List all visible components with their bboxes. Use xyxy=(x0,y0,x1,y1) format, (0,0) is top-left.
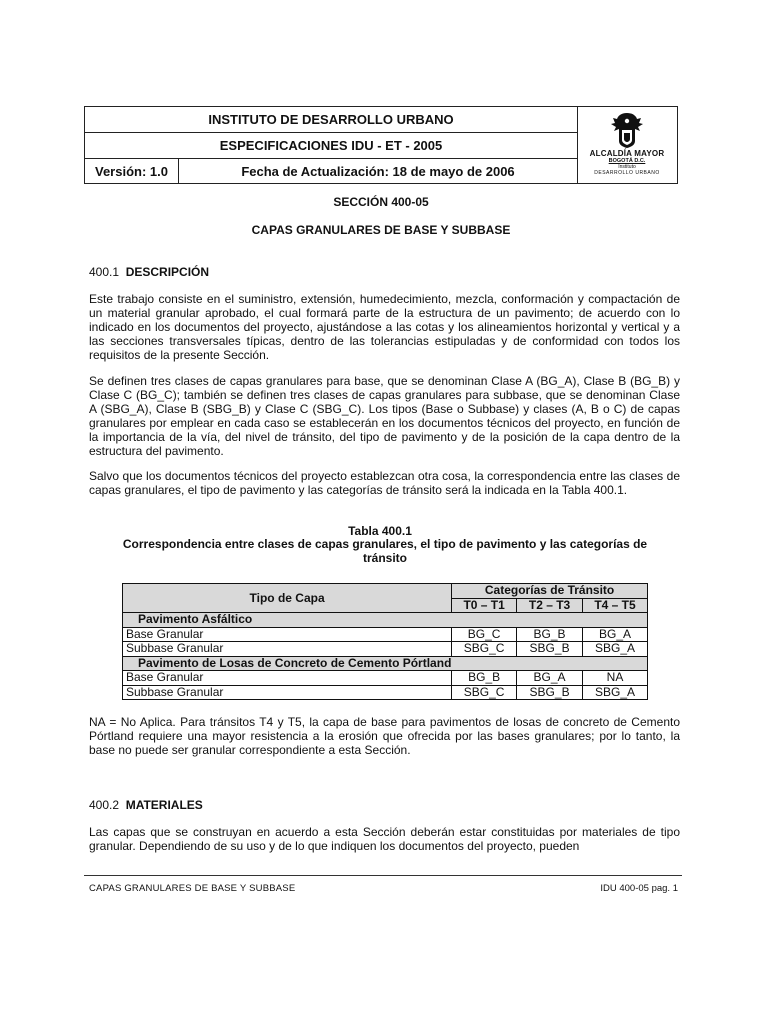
footer-page-number: IDU 400-05 pag. 1 xyxy=(600,883,678,894)
group-row xyxy=(123,613,648,628)
table-caption-number: Tabla 400.1 xyxy=(348,524,412,538)
table-cell: SBG_B xyxy=(517,685,583,700)
row-label: Subbase Granular xyxy=(123,642,452,657)
table-cell: BG_B xyxy=(517,627,583,642)
table-cell: BG_B xyxy=(452,671,517,686)
transit-category-table xyxy=(122,583,648,700)
table-cell: SBG_A xyxy=(583,685,648,700)
table-row xyxy=(123,671,648,686)
update-date: Fecha de Actualización: 18 de mayo de 2006 xyxy=(241,163,515,179)
document-header xyxy=(84,106,678,184)
header-row-institute xyxy=(85,107,577,133)
table-cell: SBG_B xyxy=(517,642,583,657)
section-title: CAPAS GRANULARES DE BASE Y SUBBASE xyxy=(251,223,511,237)
group-label: Pavimento Asfáltico xyxy=(123,613,648,628)
paragraph-materiales-1: Las capas que se construyan en acuerdo a esta Sección deberán estar constituidas por materiales de tipo granular. Dependiendo de su uso y de lo que indiquen los documentos del proyecto, pueden xyxy=(89,825,680,853)
table-caption-title: Correspondencia entre clases de capas granulares, el tipo de pavimento y las categorías de tránsito xyxy=(122,537,648,565)
alcaldia-logo xyxy=(577,107,676,183)
col-header-cat: T2 – T3 xyxy=(517,598,583,613)
table-cell: BG_A xyxy=(583,627,648,642)
paragraph-descripcion-2: Se definen tres clases de capas granulares para base, que se denominan Clase A (BG_A), Clase B (BG_B) y Clase C (BG_C); también se definen tres clases de capas granulares para subbase, que se denominan Clase A (SBG_A), Clase B (SBG_B) y Clase C (SBG_C). Los tipos (Base o Subbase) y clases (A, B o C) de capas granulares por emplear en cada caso se establecerán en los documentos técnicos del proyecto, en función de la importancia de la vía, del nivel de tránsito, del tipo de pavimento y de la posición de la capa dentro de la estructura del pavimento. xyxy=(89,374,680,458)
paragraph-descripcion-3: Salvo que los documentos técnicos del proyecto establezcan otra cosa, la correspondencia entre las clases de capas granulares, el tipo de pavimento y las categorías de tránsito será la indicada en la Tabla 400.1. xyxy=(89,469,680,497)
logo-line-3: Instituto xyxy=(618,164,636,170)
section-number: SECCIÓN 400-05 xyxy=(333,195,429,209)
col-header-categorias: Categorías de Tránsito xyxy=(452,584,648,599)
heading-number: 400.1 xyxy=(89,265,120,279)
footer-section-title: CAPAS GRANULARES DE BASE Y SUBBASE xyxy=(89,883,296,894)
row-label: Subbase Granular xyxy=(123,685,452,700)
table-row xyxy=(123,627,648,642)
version-label: Versión: 1.0 xyxy=(85,159,179,183)
table-note: NA = No Aplica. Para tránsitos T4 y T5, la capa de base para pavimentos de losas de concreto de Cemento Pórtland requiere una mayor resistencia a la erosión que ofrecida por las bases granulares; por lo tanto, la base no puede ser granular correspondiente a esta Sección. xyxy=(89,715,680,757)
table-cell: NA xyxy=(583,671,648,686)
header-row-spec xyxy=(85,133,577,159)
logo-line-4: DESARROLLO URBANO xyxy=(594,170,660,176)
group-label: Pavimento de Losas de Concreto de Cemento Pórtland xyxy=(123,656,648,671)
table-row xyxy=(123,685,648,700)
spec-title: ESPECIFICACIONES IDU - ET - 2005 xyxy=(219,138,443,153)
table-row xyxy=(123,642,648,657)
paragraph-descripcion-1: Este trabajo consiste en el suministro, extensión, humedecimiento, mezcla, conformación y compactación de un material granular aprobado, el cual formará parte de la estructura de un pavimento; de acuerdo con lo indicado en los documentos del proyecto, ajustándose a las cotas y los alineamientos horizontal y vertical y a las secciones transversales típicas, dentro de las tolerancias estipuladas y de conformidad con todos los requisitos de la presente Sección. xyxy=(89,292,680,362)
header-row-version xyxy=(85,159,577,183)
table-cell: SBG_C xyxy=(452,642,517,657)
institute-name: INSTITUTO DE DESARROLLO URBANO xyxy=(208,112,454,127)
col-header-cat: T4 – T5 xyxy=(583,598,648,613)
heading-number: 400.2 xyxy=(89,798,120,812)
col-header-tipo: Tipo de Capa xyxy=(123,584,452,613)
row-label: Base Granular xyxy=(123,671,452,686)
footer-divider xyxy=(84,875,682,876)
table-cell: BG_C xyxy=(452,627,517,642)
heading-descripcion xyxy=(89,265,209,279)
heading-materiales xyxy=(89,798,203,812)
logo-line-1: ALCALDÍA MAYOR xyxy=(589,149,665,158)
table-cell: BG_A xyxy=(517,671,583,686)
table-cell: SBG_A xyxy=(583,642,648,657)
table-cell: SBG_C xyxy=(452,685,517,700)
group-row xyxy=(123,656,648,671)
row-label: Base Granular xyxy=(123,627,452,642)
logo-line-2: BOGOTÁ D.C. xyxy=(608,158,646,164)
coat-of-arms-icon xyxy=(607,111,647,149)
heading-title: MATERIALES xyxy=(125,798,203,812)
heading-title: DESCRIPCIÓN xyxy=(125,265,210,279)
col-header-cat: T0 – T1 xyxy=(452,598,517,613)
